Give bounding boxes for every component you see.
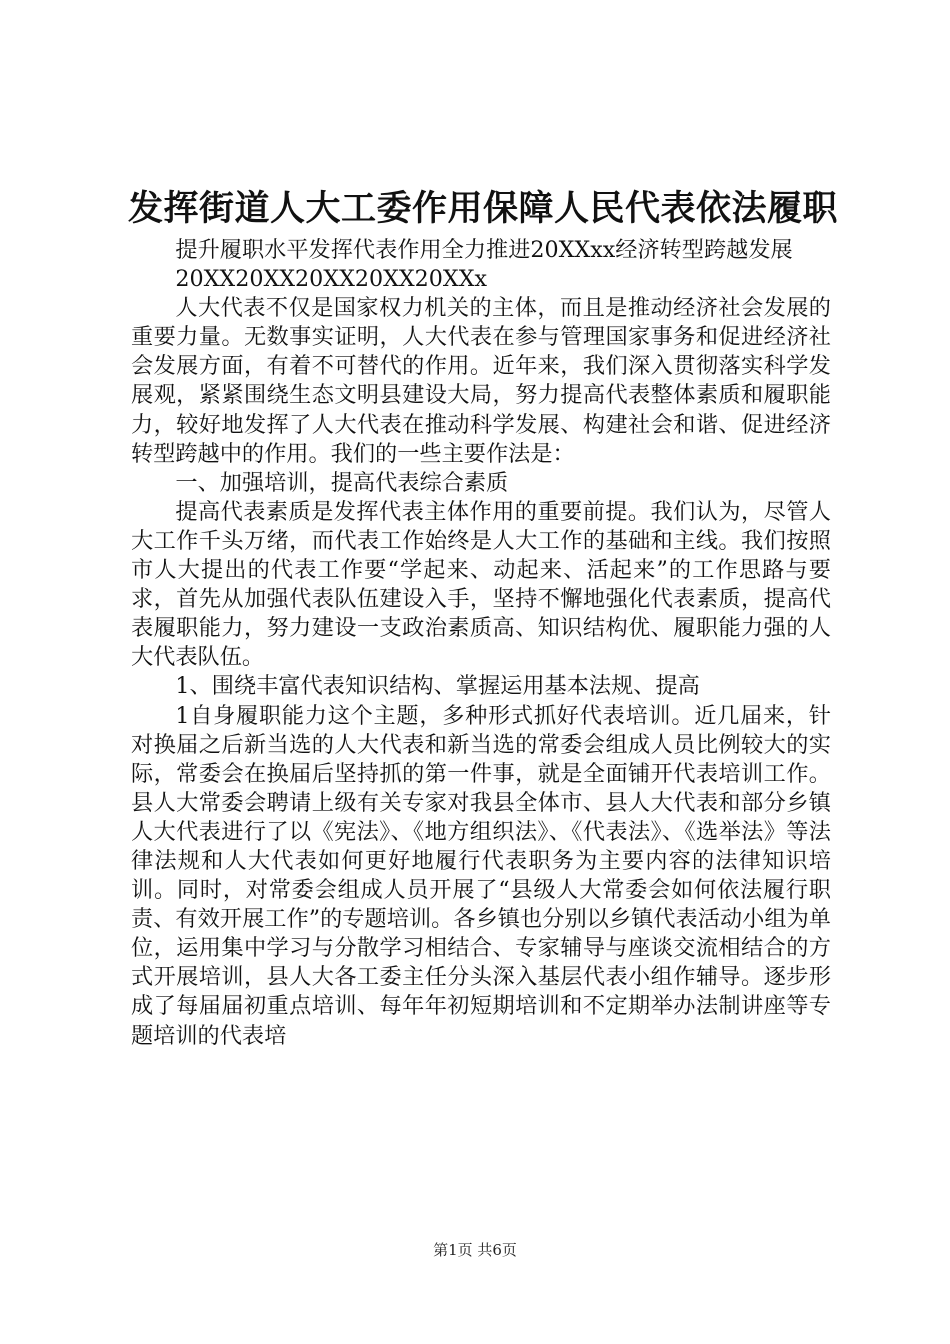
section-heading: 一、加强培训，提高代表综合素质: [175, 469, 509, 496]
subtitle-paragraph: 提升履职水平发挥代表作用全力推进20XXxx经济转型跨越发展: [175, 237, 793, 263]
document-body: [131, 236, 831, 1051]
subsection-heading: 1、围绕丰富代表知识结构、掌握运用基本法规、提高: [175, 673, 700, 700]
intro-paragraph: 人大代表不仅是国家权力机关的主体，而且是推动经济社会发展的重要力量。无数事实证明，人大代表在参与管理国家事务和促进经济社会发展方面，有着不可替代的作用。近年来，我们深入贯彻落实科学发展观，紧紧围绕生态文明县建设大局，努力提高代表整体素质和履职能力，较好地发挥了人大代表在推动科学发展、构建社会和谐、促进经济转型跨越中的作用。我们的一些主要作法是：: [131, 295, 831, 467]
date-placeholder-paragraph: 20XX20XX20XX20XX20XXx: [175, 266, 488, 293]
page-footer: 第1页 共6页: [433, 1241, 517, 1259]
document-title: 发挥街道人大工委作用保障人民代表依法履职: [128, 189, 839, 229]
body-paragraph: 1自身履职能力这个主题，多种形式抓好代表培训。近几届来，针对换届之后新当选的人大代表和新当选的常委会组成人员比例较大的实际，常委会在换届后坚持抓的第一件事，就是全面铺开代表培训工作。县人大常委会聘请上级有关专家对我县全体市、县人大代表和部分乡镇人大代表进行了以《宪法》、《地方组织法》、《代表法》、《选举法》等法律法规和人大代表如何更好地履行代表职务为主要内容的法律知识培训。同时，对常委会组成人员开展了“县级人大常委会如何依法履行职责、有效开展工作”的专题培训。各乡镇也分别以乡镇代表活动小组为单位，运用集中学习与分散学习相结合、专家辅导与座谈交流相结合的方式开展培训，县人大各工委主任分头深入基层代表小组作辅导。逐步形成了每届届初重点培训、每年年初短期培训和不定期举办法制讲座等专题培训的代表培: [131, 702, 831, 1049]
body-paragraph: 提高代表素质是发挥代表主体作用的重要前提。我们认为，尽管人大工作千头万绪，而代表工作始终是人大工作的基础和主线。我们按照市人大提出的代表工作要“学起来、动起来、活起来”的工作思路与要求，首先从加强代表队伍建设入手，坚持不懈地强化代表素质，提高代表履职能力，努力建设一支政治素质高、知识结构优、履职能力强的人大代表队伍。: [131, 498, 831, 671]
